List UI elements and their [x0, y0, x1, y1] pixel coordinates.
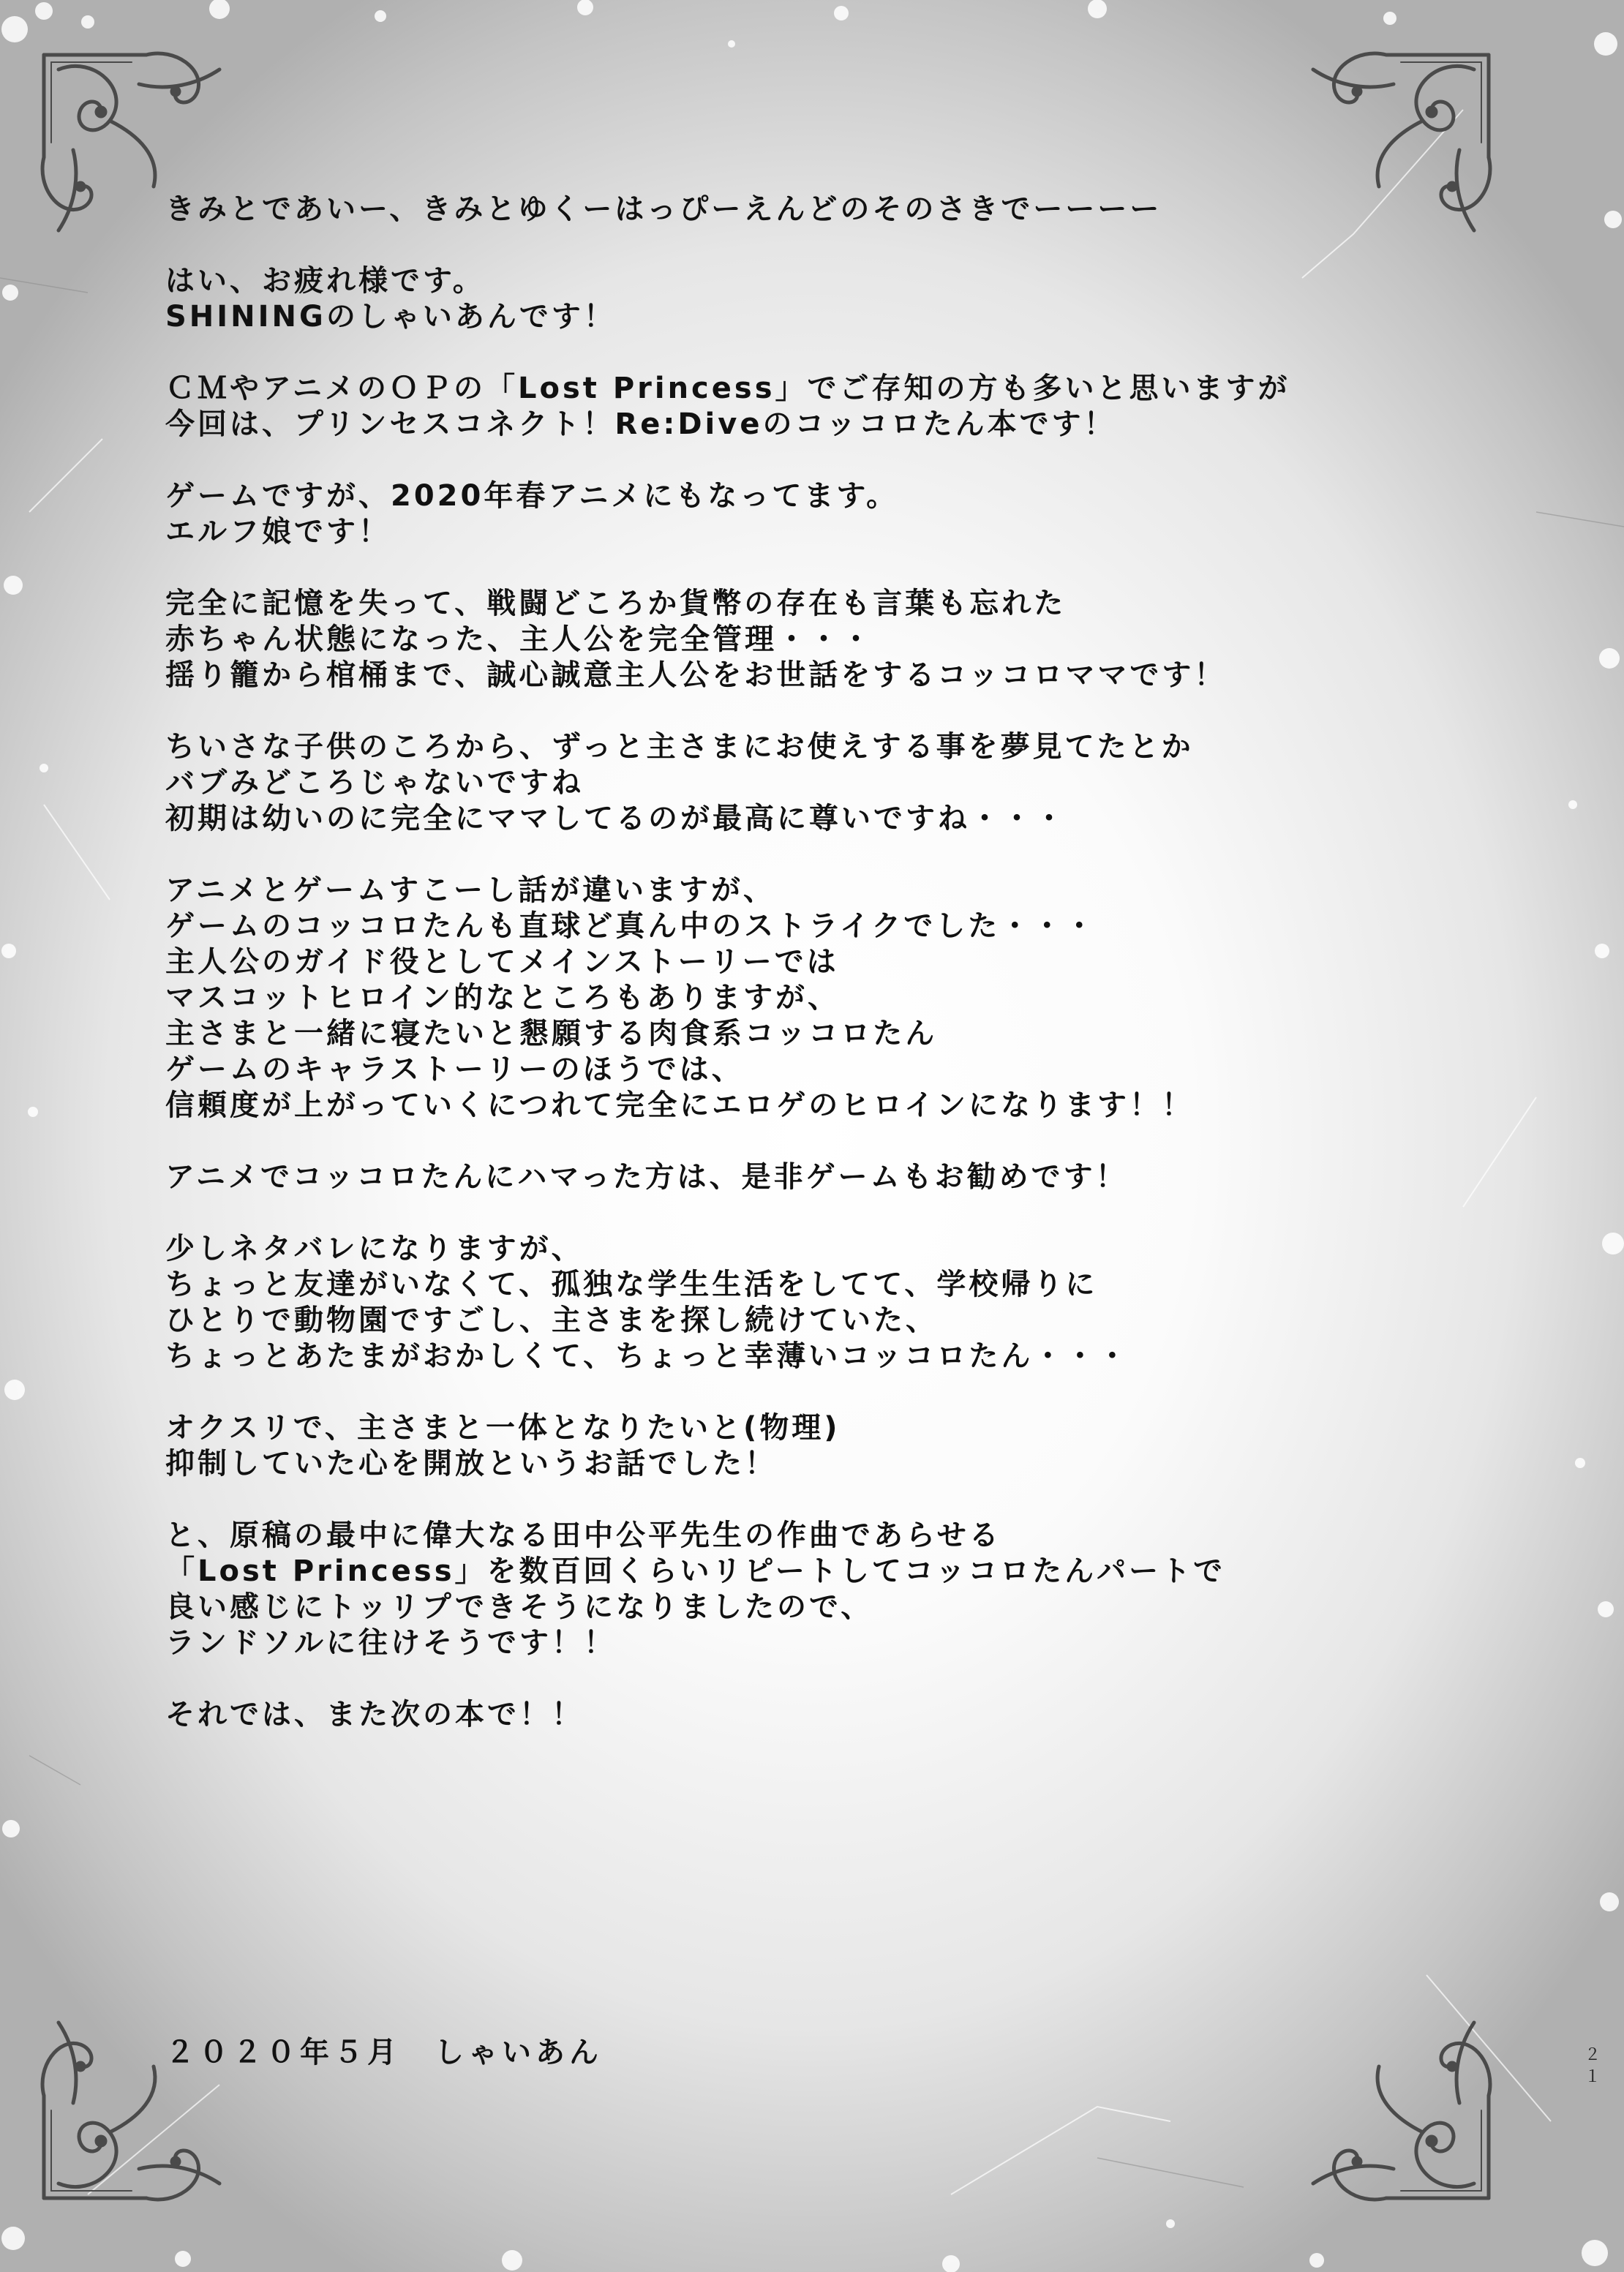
text-line: オクスリで、主さまと一体となりたいと(物理): [165, 1411, 841, 1445]
text-line: 「Lost Princess」を数百回くらいリピートしてコッコロたんパートで: [165, 1554, 1226, 1588]
paragraph-gap: [165, 1195, 1511, 1231]
text-line: ゲームのコッコロたんも直球ど真ん中のストライクでした・・・: [165, 909, 1097, 943]
text-line: ランドソルに往けそうです！！: [165, 1626, 616, 1660]
text-line: エルフ娘です！: [165, 515, 391, 549]
text-line: バブみどころじゃないですね: [165, 766, 584, 800]
text-line: ＣＭやアニメのＯＰの「Lost Princess」でご存知の方も多いと思いますが: [165, 372, 1290, 405]
corner-ornament-icon: [29, 1993, 249, 2213]
text-line: アニメでコッコロたんにハマった方は、是非ゲームもお勧めです！: [165, 1160, 1128, 1194]
text-line: 赤ちゃん状態になった、主人公を完全管理・・・: [165, 622, 873, 656]
text-line: ひとりで動物園ですごし、主さまを探し続けていた、: [165, 1304, 938, 1337]
paragraph-gap: [165, 335, 1511, 371]
paragraph-gap: [165, 1374, 1511, 1410]
page-number-digit: ２: [1584, 2046, 1601, 2064]
text-line: 主人公のガイド役としてメインストーリーでは: [165, 945, 839, 979]
text-line: ちょっとあたまがおかしくて、ちょっと幸薄いコッコロたん・・・: [165, 1339, 1130, 1373]
text-line: はい、お疲れ様です。: [165, 264, 485, 298]
paragraph-gap: [165, 550, 1511, 586]
text-line: ゲームのキャラストーリーのほうでは、: [165, 1053, 744, 1086]
text-line: 良い感じにトッリプできそうになりましたので、: [165, 1590, 873, 1624]
text-line: マスコットヒロイン的なところもありますが、: [165, 981, 840, 1015]
text-line: 抑制していた心を開放というお話でした！: [165, 1447, 777, 1481]
text-line: 今回は、プリンセスコネクト！Re:Diveのコッコロたん本です！: [165, 407, 1116, 441]
page-number-digit: １: [1584, 2068, 1601, 2086]
text-line: アニメとゲームすこーし話が違いますが、: [165, 873, 775, 907]
afterword-body: [165, 192, 1511, 1733]
corner-ornament-icon: [1284, 1993, 1503, 2213]
paragraph-gap: [165, 1124, 1511, 1159]
text-line: 信頼度が上がっていくにつれて完全にエロゲのヒロインになります！！: [165, 1088, 1194, 1122]
text-line: ゲームですが、2020年春アニメにもなってます。: [165, 479, 899, 513]
paragraph-gap: [165, 693, 1511, 729]
text-line: 少しネタバレになりますが、: [165, 1232, 584, 1265]
text-line: ちいさな子供のころから、ずっと主さまにお使えする事を夢見てたとか: [165, 730, 1194, 764]
paragraph-gap: [165, 227, 1511, 263]
text-line: 完全に記憶を失って、戦闘どころか貨幣の存在も言葉も忘れた: [165, 587, 1067, 620]
text-line: SHININGのしゃいあんです！: [165, 300, 616, 334]
paragraph-gap: [165, 837, 1511, 873]
paragraph-gap: [165, 1661, 1511, 1697]
text-line: きみとであいー、きみとゆくーはっぴーえんどのそのさきでーーーー: [165, 192, 1162, 226]
text-line: 揺り籠から棺桶まで、誠心誠意主人公をお世話をするコッコロママです！: [165, 658, 1227, 692]
text-line: と、原稿の最中に偉大なる田中公平先生の作曲であらせる: [165, 1519, 1001, 1552]
paragraph-gap: [165, 443, 1511, 478]
text-line: 初期は幼いのに完全にママしてるのが最高に尊いですね・・・: [165, 802, 1067, 835]
paragraph-gap: [165, 1482, 1511, 1518]
signature-line: ２０２０年５月 しゃいあん: [165, 2036, 603, 2069]
text-line: ちょっと友達がいなくて、孤独な学生生活をしてて、学校帰りに: [165, 1268, 1098, 1301]
text-line: 主さまと一緒に寝たいと懇願する肉食系コッコロたん: [165, 1017, 938, 1050]
text-line: それでは、また次の本で！！: [165, 1698, 584, 1731]
page-number: [1584, 2045, 1599, 2088]
